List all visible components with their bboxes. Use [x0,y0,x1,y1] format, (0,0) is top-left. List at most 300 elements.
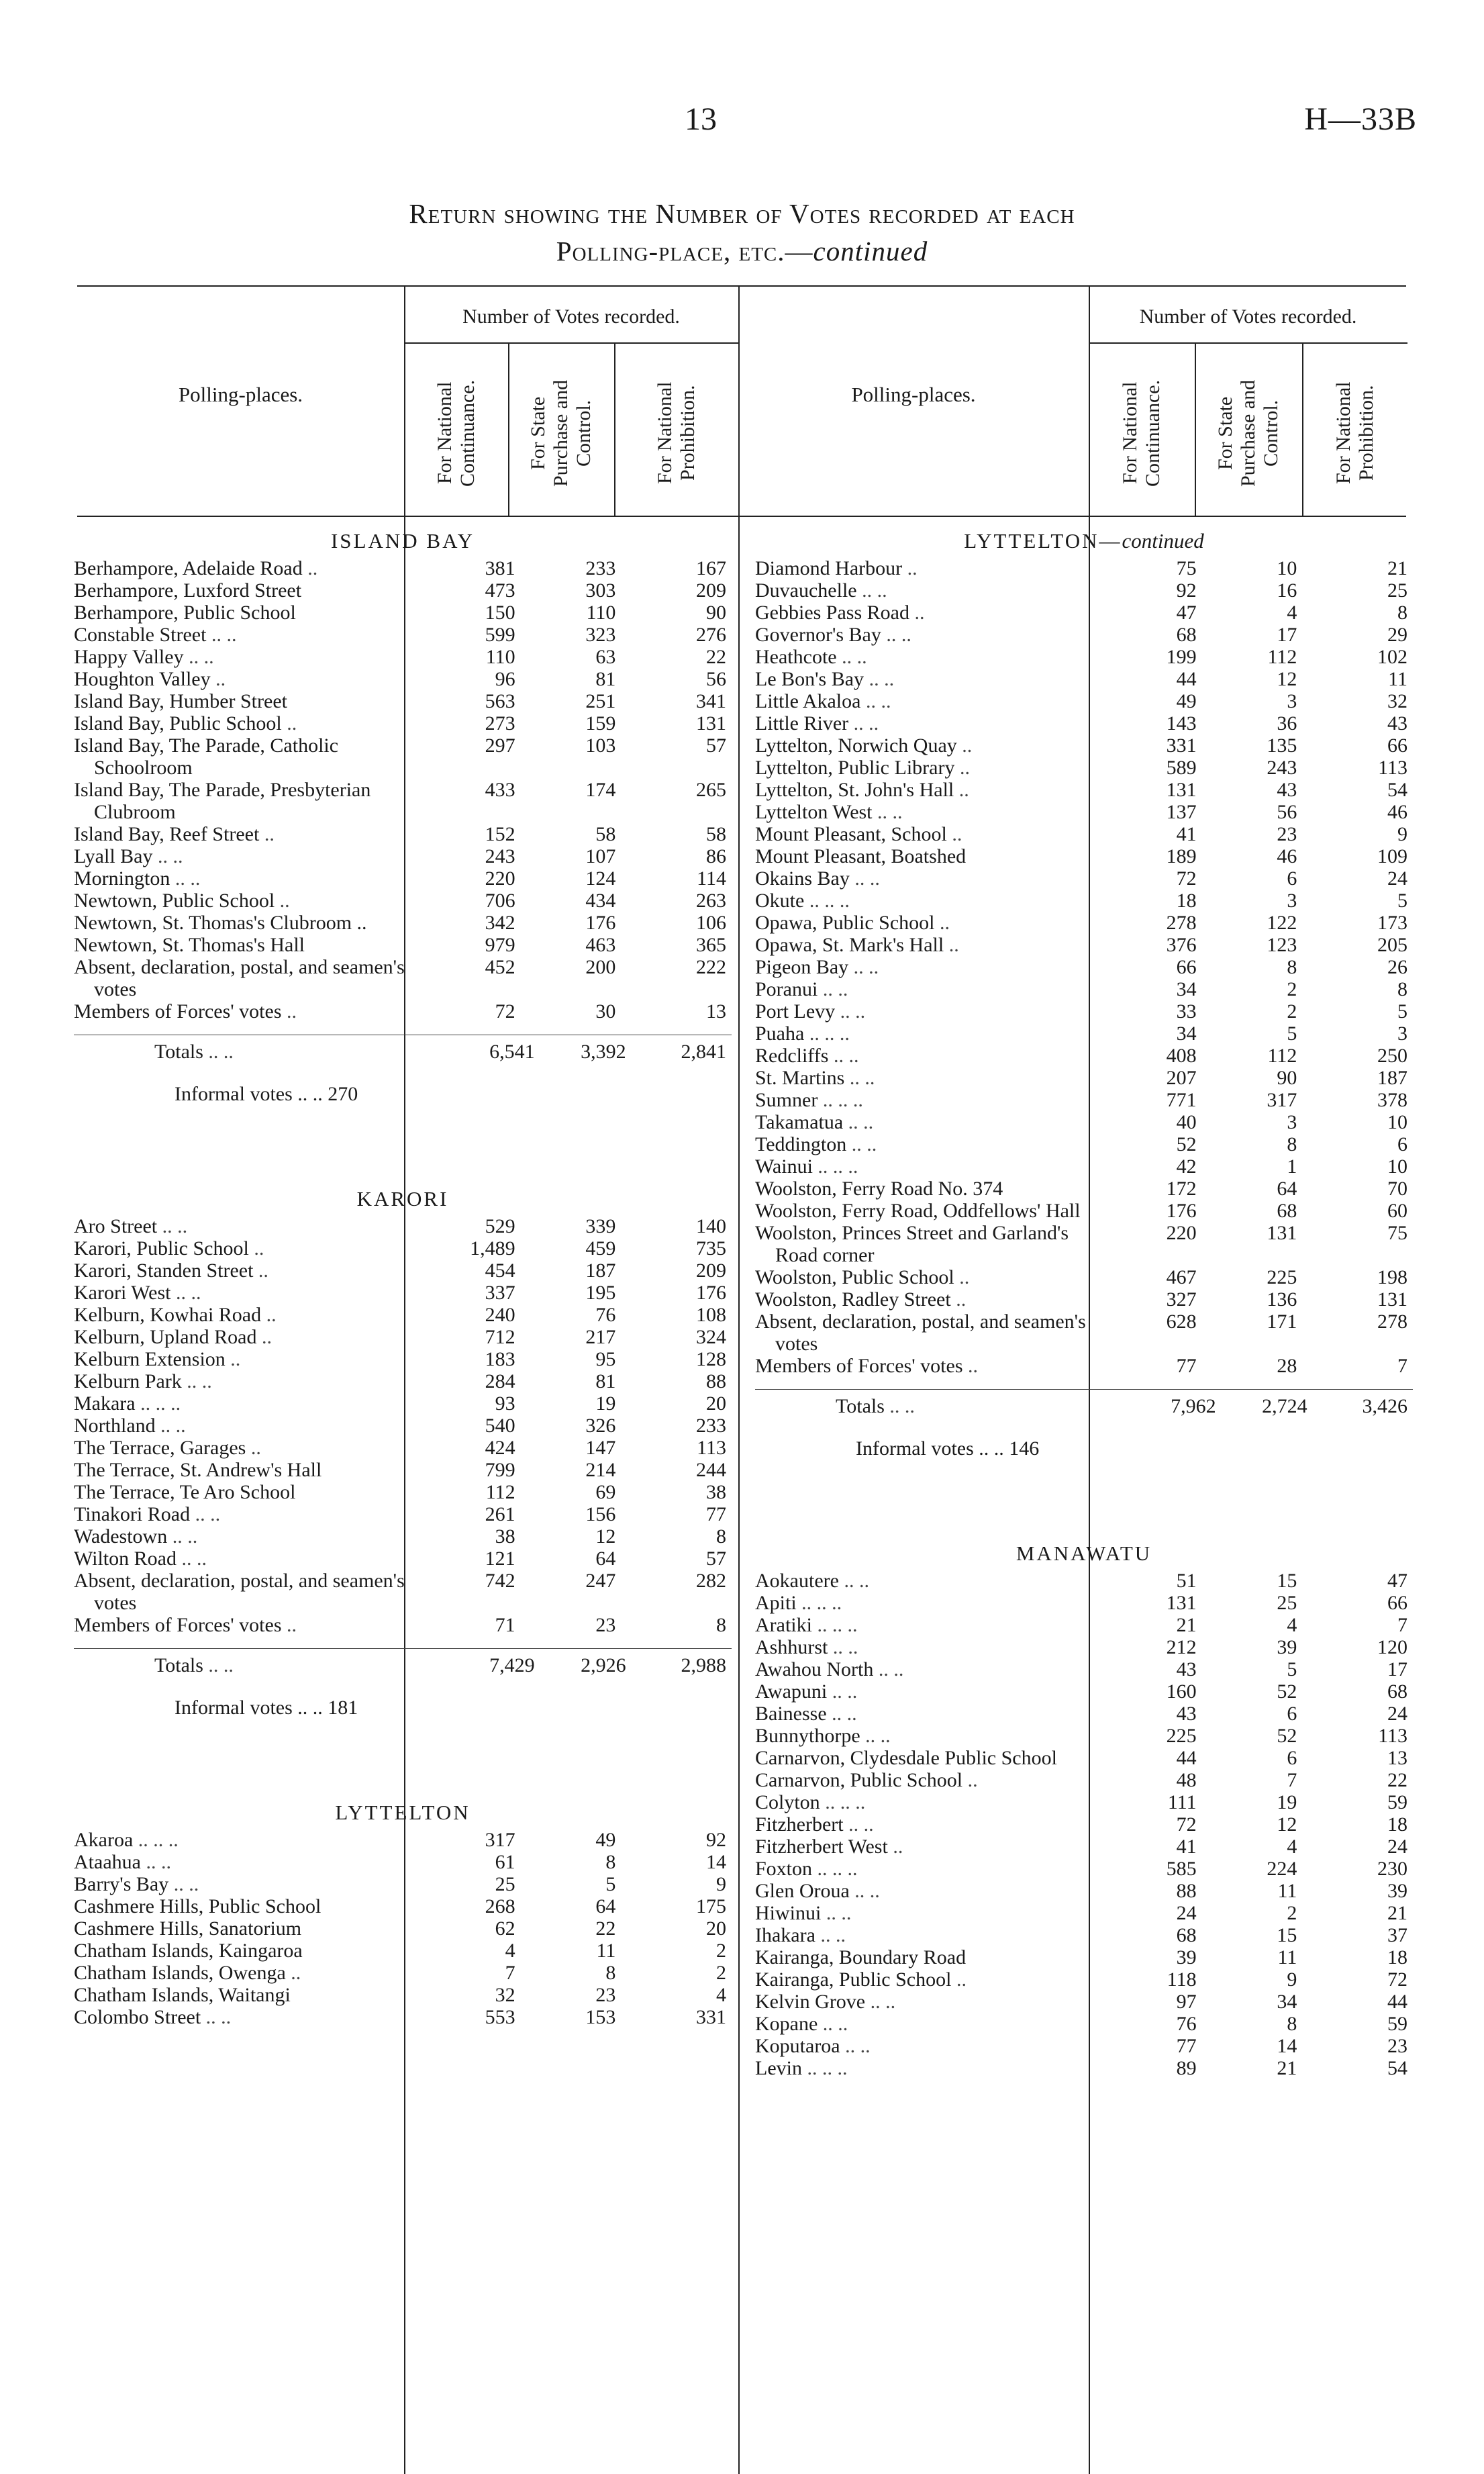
votes-state-purchase: 46 [1277,845,1297,867]
votes-continuance: 52 [1176,1133,1197,1155]
table-row [755,1288,1413,1311]
votes-continuance: 72 [495,1000,515,1022]
polling-place-label: Opawa, St. Mark's Hall [755,934,944,956]
votes-state-purchase: 52 [1277,1680,1297,1703]
polling-place-name [755,1355,1091,1377]
votes-continuance: 585 [1166,1858,1197,1880]
polling-place-name [74,1873,410,1895]
votes-continuance: 66 [1176,956,1197,978]
votes-state-purchase: 15 [1277,1924,1297,1946]
votes-prohibition: 38 [705,1481,726,1503]
leader-dots: .. .. [189,646,214,668]
total-continuance: 7,429 [489,1654,535,1676]
leader-dots: .. .. [853,712,879,734]
votes-continuance: 408 [1166,1045,1197,1067]
table-row [74,1962,732,1984]
votes-prohibition: 22 [1387,1769,1407,1791]
votes-continuance: 183 [485,1348,515,1370]
table-row [755,1636,1413,1658]
votes-continuance: 111 [1167,1791,1197,1813]
votes-state-purchase: 22 [595,1917,616,1940]
polling-place-label: Colombo Street [74,2006,201,2028]
votes-state-purchase: 459 [585,1237,616,1259]
votes-state-purchase: 56 [1277,801,1297,823]
leader-dots: .. [959,757,970,779]
votes-prohibition: 14 [705,1851,726,1873]
polling-place-name [74,1503,410,1525]
polling-place-label: Foxton [755,1858,813,1880]
polling-place-name [74,668,410,690]
votes-continuance: 589 [1166,757,1197,779]
polling-place-name [755,1022,1091,1045]
polling-place-name [74,1415,410,1437]
leader-dots: .. .. [840,1000,866,1022]
votes-state-purchase: 58 [595,823,616,845]
table-row [755,757,1413,779]
votes-state-purchase: 2 [1287,1902,1297,1924]
polling-place-name [74,1962,410,1984]
votes-continuance: 7 [505,1962,515,1984]
votes-continuance: 220 [1166,1222,1197,1244]
polling-place-name [755,1155,1091,1178]
table-row [74,1415,732,1437]
votes-prohibition: 9 [715,1873,726,1895]
votes-continuance: 529 [485,1215,515,1237]
table-row [74,1304,732,1326]
votes-continuance: 89 [1176,2057,1197,2079]
polling-place-label: Puaha [755,1022,805,1045]
votes-state-purchase: 233 [585,557,616,579]
votes-prohibition: 324 [695,1326,726,1348]
table-row [755,978,1413,1000]
votes-state-purchase: 243 [1267,757,1297,779]
polling-place-label: Mount Pleasant, Boatshed [755,845,967,867]
leader-dots: .. .. [205,2006,232,2028]
polling-place-name [755,779,1091,801]
votes-prohibition: 120 [1377,1636,1407,1658]
votes-state-purchase: 12 [1277,1813,1297,1836]
table-row [74,1570,732,1614]
polling-place-name [755,2013,1091,2035]
votes-prohibition: 60 [1387,1200,1407,1222]
leader-dots: .. [939,912,950,934]
table-row [74,646,732,668]
polling-place-label: Lyall Bay [74,845,153,867]
polling-place-name [755,668,1091,690]
polling-place-label: Sumner [755,1089,818,1111]
polling-place-label: Glen Oroua [755,1880,850,1902]
votes-prohibition: 54 [1387,2057,1407,2079]
votes-continuance: 40 [1176,1111,1197,1133]
leader-dots: .. [250,1437,261,1459]
votes-prohibition: 10 [1387,1155,1407,1178]
votes-prohibition: 7 [1397,1614,1407,1636]
title-line-2-text: Polling-place, etc.— [556,236,813,267]
table-row [74,1392,732,1415]
votes-continuance: 77 [1176,1355,1197,1377]
votes-prohibition: 167 [695,557,726,579]
votes-state-purchase: 247 [585,1570,616,1592]
polling-place-label: Redcliffs [755,1045,829,1067]
leader-dots: .. [959,1266,970,1288]
votes-continuance: 88 [1176,1880,1197,1902]
votes-continuance: 121 [485,1548,515,1570]
votes-state-purchase: 25 [1277,1592,1297,1614]
polling-place-name [755,1045,1091,1067]
polling-place-name [74,1895,410,1917]
polling-place-name [755,934,1091,956]
polling-place-name [755,956,1091,978]
header-number-of-votes-left: Number of Votes recorded. [462,305,680,328]
polling-place-name [74,734,410,779]
polling-place-name [74,867,410,890]
leader-dots: .. [307,557,318,579]
leader-dots: .. [948,934,959,956]
table-row [755,1570,1413,1592]
table-row [74,1437,732,1459]
votes-prohibition: 13 [1387,1747,1407,1769]
votes-prohibition: 113 [1378,1725,1407,1747]
votes-state-purchase: 8 [605,1851,616,1873]
leader-dots: .. .. [842,646,867,668]
table-row [74,690,732,712]
votes-continuance: 110 [485,646,515,668]
votes-prohibition: 6 [1397,1133,1407,1155]
votes-state-purchase: 4 [1287,602,1297,624]
polling-place-name [755,1924,1091,1946]
table-row [755,1592,1413,1614]
polling-place-label: Island Bay, The Parade, Catholic Schoolroom [74,734,339,779]
votes-continuance: 143 [1166,712,1197,734]
table-row [74,1548,732,1570]
table-row [74,1348,732,1370]
polling-place-name [74,823,410,845]
votes-prohibition: 131 [695,712,726,734]
table-row [74,934,732,956]
votes-state-purchase: 36 [1277,712,1297,734]
votes-prohibition: 21 [1387,1902,1407,1924]
table-row [755,1703,1413,1725]
polling-place-name [755,557,1091,579]
votes-state-purchase: 153 [585,2006,616,2028]
polling-place-name [74,1851,410,1873]
votes-state-purchase: 30 [595,1000,616,1022]
leader-dots: .. [287,1000,297,1022]
table-row [755,646,1413,668]
votes-prohibition: 140 [695,1215,726,1237]
votes-continuance: 284 [485,1370,515,1392]
table-row [755,1836,1413,1858]
polling-place-label: Island Bay, Public School [74,712,282,734]
votes-prohibition: 57 [705,1548,726,1570]
table-row [755,1200,1413,1222]
leader-dots: .. .. [889,1395,915,1417]
polling-place-name [755,1311,1091,1355]
votes-state-purchase: 8 [605,1962,616,1984]
table-row [74,1237,732,1259]
votes-state-purchase: 69 [595,1481,616,1503]
table-row [755,1880,1413,1902]
table-row [755,1067,1413,1089]
polling-place-label: Lyttelton, St. John's Hall [755,779,954,801]
leader-dots: .. .. .. [801,1592,842,1614]
polling-place-label: Takamatua [755,1111,844,1133]
votes-state-purchase: 49 [595,1829,616,1851]
votes-continuance: 71 [495,1614,515,1636]
polling-place-name [755,1902,1091,1924]
polling-place-name [755,1614,1091,1636]
votes-state-purchase: 124 [585,867,616,890]
votes-continuance: 553 [485,2006,515,2028]
right-column [755,524,1413,2079]
votes-prohibition: 44 [1387,1991,1407,2013]
votes-prohibition: 24 [1387,867,1407,890]
votes-prohibition: 282 [695,1570,726,1592]
polling-place-label: The Terrace, St. Andrew's Hall [74,1459,322,1481]
votes-state-purchase: 11 [596,1940,616,1962]
votes-prohibition: 43 [1387,712,1407,734]
polling-place-label: Chatham Islands, Owenga [74,1962,286,1984]
polling-place-label: Wadestown [74,1525,168,1548]
leader-dots: .. .. [208,1041,234,1063]
leader-dots: .. .. [865,1725,891,1747]
votes-prohibition: 175 [695,1895,726,1917]
left-number-rule [404,342,738,344]
table-row [755,845,1413,867]
votes-continuance: 327 [1166,1288,1197,1311]
leader-dots: .. .. [181,1548,207,1570]
polling-place-label: Berhampore, Public School [74,602,296,624]
informal-votes-label: Informal votes [175,1697,293,1719]
votes-prohibition: 173 [1377,912,1407,934]
votes-continuance: 76 [1176,2013,1197,2035]
votes-state-purchase: 2 [1287,978,1297,1000]
polling-place-label: Members of Forces' votes [74,1000,282,1022]
page-title [0,195,1484,270]
table-row [755,1902,1413,1924]
votes-continuance: 41 [1176,1836,1197,1858]
polling-place-label: Tinakori Road [74,1503,191,1525]
table-row [755,890,1413,912]
votes-state-purchase: 8 [1287,2013,1297,2035]
table-row [74,1525,732,1548]
polling-place-label: Aro Street [74,1215,158,1237]
votes-prohibition: 24 [1387,1836,1407,1858]
polling-place-label: Karori West [74,1282,171,1304]
votes-prohibition: 11 [1388,668,1407,690]
polling-place-label: Hiwinui [755,1902,822,1924]
votes-prohibition: 23 [1387,2035,1407,2057]
votes-state-purchase: 434 [585,890,616,912]
header-state-purchase-left [508,363,614,504]
total-prohibition: 2,841 [681,1041,726,1063]
votes-continuance: 68 [1176,624,1197,646]
table-row [755,1791,1413,1813]
polling-place-label: Pigeon Bay [755,956,849,978]
votes-state-purchase: 214 [585,1459,616,1481]
polling-place-label: Island Bay, The Parade, Presbyterian Clubroom [74,779,371,823]
votes-continuance: 137 [1166,801,1197,823]
leader-dots: .. [287,712,297,734]
votes-continuance: 540 [485,1415,515,1437]
polling-place-label: Akaroa [74,1829,134,1851]
votes-prohibition: 32 [1387,690,1407,712]
polling-place-label: Newtown, St. Thomas's Clubroom .. [74,912,367,934]
table-row [74,823,732,845]
polling-place-name [755,912,1091,934]
votes-prohibition: 365 [695,934,726,956]
votes-continuance: 467 [1166,1266,1197,1288]
votes-continuance: 21 [1176,1614,1197,1636]
votes-prohibition: 7 [1397,1355,1407,1377]
leader-dots: .. .. [844,1570,869,1592]
table-row [74,1851,732,1873]
votes-continuance: 4 [505,1940,515,1962]
table-row [755,1858,1413,1880]
votes-state-purchase: 122 [1267,912,1297,934]
votes-prohibition: 72 [1387,1968,1407,1991]
informal-votes-label: Informal votes [856,1437,974,1460]
votes-state-purchase: 112 [1267,646,1297,668]
polling-place-name [755,1769,1091,1791]
votes-continuance: 337 [485,1282,515,1304]
votes-state-purchase: 4 [1287,1614,1297,1636]
table-row [755,1658,1413,1680]
votes-continuance: 189 [1166,845,1197,867]
polling-place-label: Island Bay, Reef Street [74,823,260,845]
votes-state-purchase: 136 [1267,1288,1297,1311]
table-row [74,1259,732,1282]
polling-place-label: The Terrace, Te Aro School [74,1481,296,1503]
votes-state-purchase: 64 [1277,1178,1297,1200]
table-row [755,579,1413,602]
page-number: 13 [685,101,717,137]
votes-continuance: 297 [485,734,515,757]
votes-continuance: 43 [1176,1703,1197,1725]
table-row [755,1089,1413,1111]
section-spacer [74,1728,732,1795]
polling-place-name [755,1570,1091,1592]
polling-place-label: Koputaroa [755,2035,840,2057]
leader-dots: .. .. [826,1902,852,1924]
polling-place-label: Northland [74,1415,156,1437]
polling-place-label: Berhampore, Adelaide Road [74,557,303,579]
votes-state-purchase: 11 [1277,1880,1297,1902]
table-row [755,2035,1413,2057]
votes-state-purchase: 156 [585,1503,616,1525]
header-prohibition-left-text: For National Prohibition. [653,381,699,485]
polling-place-label: Apiti [755,1592,797,1614]
polling-place-label: Absent, declaration, postal, and seamen's votes [74,1570,405,1614]
polling-place-name [74,624,410,646]
votes-prohibition: 39 [1387,1880,1407,1902]
polling-place-name [74,602,410,624]
polling-place-label: Lyttelton West [755,801,873,823]
votes-prohibition: 278 [1377,1311,1407,1333]
polling-place-name [755,1222,1091,1266]
votes-continuance: 273 [485,712,515,734]
votes-continuance: 51 [1176,1570,1197,1592]
leader-dots: .. [279,890,290,912]
section-title-text: LYTTELTON [335,1801,471,1824]
leader-dots: .. .. [848,1813,874,1836]
title-line-1: Return showing the Number of Votes recorded at each [409,198,1075,229]
polling-place-name [74,934,410,956]
table-row [755,557,1413,579]
votes-state-purchase: 43 [1277,779,1297,801]
votes-state-purchase: 110 [586,602,616,624]
votes-continuance: 1,489 [470,1237,515,1259]
polling-place-name [755,1858,1091,1880]
table-row [74,624,732,646]
votes-state-purchase: 11 [1277,1946,1297,1968]
leader-dots: .. .. [854,1880,880,1902]
polling-place-label: Absent, declaration, postal, and seamen's votes [74,956,405,1000]
votes-prohibition: 77 [705,1503,726,1525]
votes-state-purchase: 217 [585,1326,616,1348]
table-row [755,1111,1413,1133]
votes-continuance: 39 [1176,1946,1197,1968]
polling-place-name [74,1000,410,1022]
polling-place-name [74,1437,410,1459]
votes-continuance: 43 [1176,1658,1197,1680]
leader-dots: .. .. [208,1654,234,1676]
votes-continuance: 96 [495,668,515,690]
polling-place-name [74,712,410,734]
leader-dots: .. .. .. [140,1392,181,1415]
votes-prohibition: 5 [1397,1000,1407,1022]
informal-votes-label: Informal votes [175,1083,293,1105]
votes-state-purchase: 174 [585,779,616,801]
votes-state-purchase: 159 [585,712,616,734]
polling-place-label: Makara [74,1392,136,1415]
table-row [755,779,1413,801]
polling-place-label: Woolston, Public School [755,1266,954,1288]
polling-place-label: Ataahua [74,1851,141,1873]
leader-dots: .. [968,1355,979,1377]
votes-prohibition: 198 [1377,1266,1407,1288]
leader-dots: .. .. [979,1437,1004,1460]
leader-dots: .. [952,823,962,845]
votes-continuance: 712 [485,1326,515,1348]
votes-state-purchase: 3 [1287,690,1297,712]
votes-state-purchase: 12 [1277,668,1297,690]
votes-prohibition: 54 [1387,779,1407,801]
polling-place-name [74,2006,410,2028]
polling-place-label: Lyttelton, Public Library [755,757,955,779]
table-row [74,1481,732,1503]
polling-place-name [755,1725,1091,1747]
polling-place-name [755,646,1091,668]
votes-prohibition: 90 [705,602,726,624]
votes-continuance: 72 [1176,867,1197,890]
votes-continuance: 75 [1176,557,1197,579]
polling-place-label: Little Akaloa [755,690,861,712]
polling-place-label: Woolston, Ferry Road, Oddfellows' Hall [755,1200,1081,1222]
leader-dots: .. .. [886,624,911,646]
leader-dots: .. [958,779,969,801]
votes-prohibition: 8 [715,1614,726,1636]
section-title-lyttelton-continued [755,529,1413,553]
leader-dots: .. .. [297,1083,323,1105]
table-row [74,1000,732,1022]
polling-place-name [755,1000,1091,1022]
document-reference: H—33B [1304,101,1417,137]
totals-row [74,1648,732,1688]
section-spacer [755,1469,1413,1536]
polling-place-name [755,1592,1091,1614]
table-row [74,1984,732,2006]
